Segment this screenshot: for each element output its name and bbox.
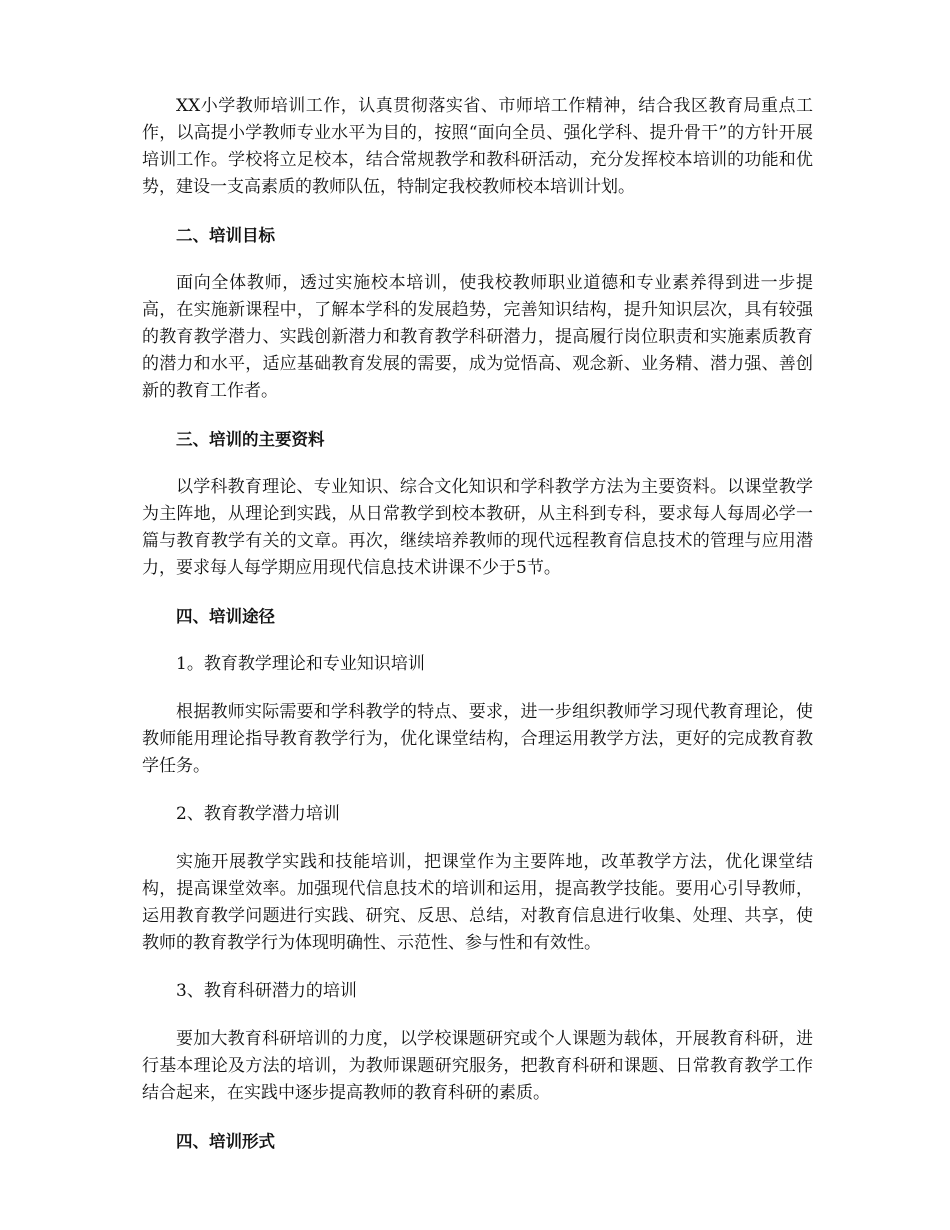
research-capacity-paragraph: 要加大教育科研培训的力度，以学校课题研究或个人课题为载体，开展教育科研，进行基本理论及方法的培训，为教师课题研究服务，把教育科研和课题、日常教育教学工作结合起来，在实践中逐步提高教师的教育科研的素质。 [142,1029,813,1103]
subheading-theory-training: 1。教育教学理论和专业知识培训 [176,654,425,674]
subheading-teaching-capacity: 2、教育教学潜力培训 [176,804,340,824]
section-heading-goals: 二、培训目标 [176,226,275,245]
document-body [142,93,813,1155]
materials-paragraph: 以学科教育理论、专业知识、综合文化知识和学科教学方法为主要资料。以课堂教学为主阵地，从理论到实践，从日常教学到校本教研，从主科到专科，要求每人每周必学一篇与教育教学有关的文章。再次，继续培养教师的现代远程教育信息技术的管理与应用潜力，要求每人每学期应用现代信息技术讲课不少于5节。 [142,477,813,578]
section-heading-materials: 三、培训的主要资料 [176,430,325,449]
section-heading-forms: 四、培训形式 [176,1132,275,1151]
subheading-research-capacity: 3、教育科研潜力的培训 [176,981,357,1001]
goals-paragraph: 面向全体教师，透过实施校本培训，使我校教师职业道德和专业素养得到进一步提高，在实施新课程中，了解本学科的发展趋势，完善知识结构，提升知识层次，具有较强的教育教学潜力、实践创新潜力和教育教学科研潜力，提高履行岗位职责和实施素质教育的潜力和水平，适应基础教育发展的需要，成为觉悟高、观念新、业务精、潜力强、善创新的教育工作者。 [142,273,813,401]
theory-training-paragraph: 根据教师实际需要和学科教学的特点、要求，进一步组织教师学习现代教育理论，使教师能用理论指导教育教学行为，优化课堂结构，合理运用教学方法，更好的完成教育教学任务。 [142,702,813,776]
section-heading-approaches: 四、培训途径 [176,607,275,626]
intro-paragraph: XX小学教师培训工作，认真贯彻落实省、市师培工作精神，结合我区教育局重点工作，以高提小学教师专业水平为目的，按照“面向全员、强化学科、提升骨干”的方针开展培训工作。学校将立足校本，结合常规教学和教科研活动，充分发挥校本培训的功能和优势，建设一支高素质的教师队伍，特制定我校教师校本培训计划。 [142,96,813,197]
teaching-capacity-paragraph: 实施开展教学实践和技能培训，把课堂作为主要阵地，改革教学方法，优化课堂结构，提高课堂效率。加强现代信息技术的培训和运用，提高教学技能。要用心引导教师，运用教育教学问题进行实践、研究、反思、总结，对教育信息进行收集、处理、共享，使教师的教育教学行为体现明确性、示范性、参与性和有效性。 [142,852,813,953]
